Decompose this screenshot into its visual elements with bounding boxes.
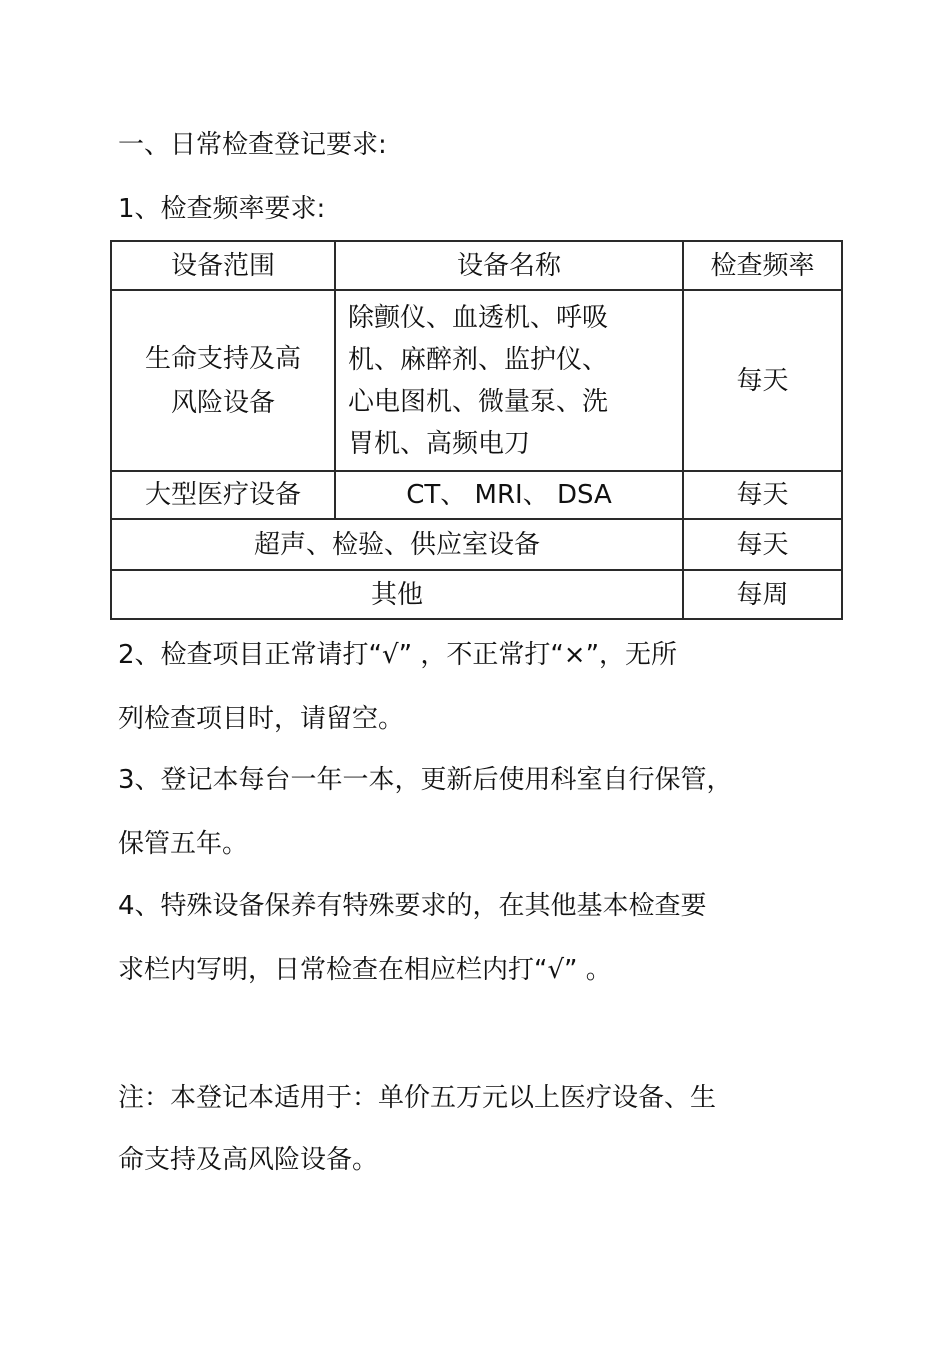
- header-frequency: 检查频率: [683, 241, 842, 290]
- equipment-names-cell: [335, 290, 683, 471]
- rule-4-line-2: 求栏内写明，日常检查在相应栏内打“√” 。: [118, 955, 612, 985]
- table-header-row: [111, 241, 842, 290]
- inspection-frequency-table: [110, 240, 843, 620]
- equipment-names-line: 心电图机、微量泵、洗: [348, 386, 609, 417]
- combined-category-cell: 其他: [111, 570, 683, 619]
- rule-3-line-1: 3、登记本每台一年一本，更新后使用科室自行保管，: [118, 765, 733, 795]
- equipment-names-line: 机、麻醉剂、监护仪、: [348, 344, 609, 375]
- table-row: [111, 570, 842, 619]
- category-line: 风险设备: [170, 387, 275, 418]
- category-cell: 大型医疗设备: [111, 471, 335, 519]
- frequency-cell: 每天: [683, 290, 842, 471]
- category-line: 生命支持及高: [144, 343, 301, 374]
- rule-2-line-1: 2、检查项目正常请打“√” ，不正常打“×”，无所: [118, 640, 678, 670]
- frequency-cell: 每天: [683, 471, 842, 519]
- note-line-2: 命支持及高风险设备。: [118, 1145, 379, 1175]
- category-cell: [111, 290, 335, 471]
- rule-4-line-1: 4、特殊设备保养有特殊要求的，在其他基本检查要: [118, 891, 707, 921]
- rule-2-line-2: 列检查项目时，请留空。: [118, 704, 405, 734]
- rule-3-line-2: 保管五年。: [118, 829, 249, 859]
- header-equipment-scope: 设备范围: [111, 241, 335, 290]
- note-line-1: 注：本登记本适用于：单价五万元以上医疗设备、生: [118, 1083, 717, 1113]
- combined-category-cell: 超声、检验、供应室设备: [111, 519, 683, 570]
- table-row: [111, 471, 842, 519]
- equipment-names-cell: CT、 MRI、 DSA: [335, 471, 683, 519]
- table-row: [111, 290, 842, 471]
- header-equipment-name: 设备名称: [335, 241, 683, 290]
- equipment-names-line: 胃机、高频电刀: [348, 428, 531, 459]
- frequency-cell: 每天: [683, 519, 842, 570]
- table-row: [111, 519, 842, 570]
- section-heading: 一、日常检查登记要求:: [118, 130, 387, 160]
- frequency-cell: 每周: [683, 570, 842, 619]
- equipment-names-line: 除颤仪、血透机、呼吸: [348, 302, 609, 333]
- subsection-title: 1、检查频率要求:: [118, 194, 326, 224]
